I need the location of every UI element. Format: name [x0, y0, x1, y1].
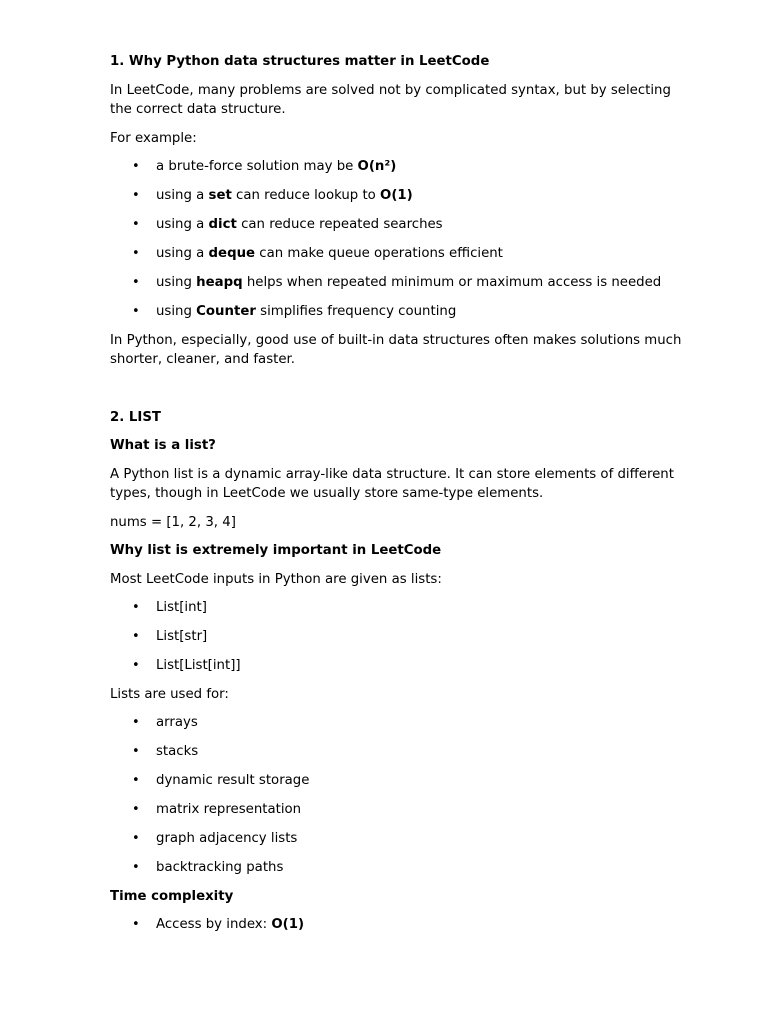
bullet-text: can reduce lookup to — [231, 188, 381, 203]
bullet-text: backtracking paths — [156, 860, 284, 875]
bullet-text: using — [156, 304, 197, 319]
list-item — [110, 186, 690, 206]
uses-list — [110, 713, 690, 878]
bullet-text: simplifies frequency counting — [255, 304, 457, 319]
bullet-icon: • — [132, 860, 140, 875]
bullet-icon: • — [132, 773, 140, 788]
bullet-text: List[List[int]] — [156, 658, 241, 673]
bullet-text: stacks — [156, 744, 199, 759]
bullet-bold-text: dict — [208, 217, 237, 232]
bullet-text: matrix representation — [156, 802, 302, 817]
what-is-list-text: A Python list is a dynamic array-like data structure. It can store elements of different types, though in LeetCode we usually store same-type elements. — [110, 466, 674, 501]
list-item — [110, 244, 690, 264]
bullet-text: using — [156, 275, 197, 290]
bullet-bold-text: O(1) — [380, 188, 413, 203]
list-item — [110, 713, 690, 733]
bullet-text: arrays — [156, 715, 198, 730]
bullet-icon: • — [132, 159, 140, 174]
bullet-bold-text: O(n²) — [357, 159, 397, 174]
bullet-icon: • — [132, 246, 140, 261]
input-types-list — [110, 598, 690, 676]
bullet-text: helps when repeated minimum or maximum access is needed — [242, 275, 662, 290]
bullet-bold-text: O(1) — [271, 917, 305, 932]
bullet-icon: • — [132, 275, 140, 290]
example-label: For example: — [110, 130, 197, 146]
bullet-icon: • — [132, 629, 140, 644]
section2-heading: 2. LIST — [110, 409, 161, 425]
list-item — [110, 157, 690, 177]
why-list-text: Most LeetCode inputs in Python are given as lists: — [110, 571, 442, 587]
bullet-icon: • — [132, 658, 140, 673]
bullet-text: can make queue operations efficient — [255, 246, 503, 261]
bullet-text: using a — [156, 217, 209, 232]
complexity-list — [110, 915, 690, 935]
time-complexity-heading: Time complexity — [110, 888, 234, 904]
bullet-text: using a — [156, 246, 209, 261]
bullet-icon: • — [132, 831, 140, 846]
bullet-bold-text: Counter — [196, 304, 256, 319]
list-item — [110, 656, 690, 676]
list-item — [110, 915, 690, 935]
bullet-icon: • — [132, 715, 140, 730]
list-item — [110, 627, 690, 647]
bullet-text: can reduce repeated searches — [236, 217, 443, 232]
bullet-icon: • — [132, 917, 140, 932]
list-item — [110, 598, 690, 618]
examples-list — [110, 157, 690, 322]
bullet-text: dynamic result storage — [156, 773, 310, 788]
bullet-bold-text: deque — [208, 246, 256, 261]
bullet-icon: • — [132, 600, 140, 615]
section1-intro: In LeetCode, many problems are solved not by complicated syntax, but by selecting the correct data structure. — [110, 82, 671, 117]
bullet-icon: • — [132, 304, 140, 319]
bullet-text: graph adjacency lists — [156, 831, 298, 846]
bullet-icon: • — [132, 188, 140, 203]
list-item — [110, 302, 690, 322]
list-item — [110, 742, 690, 762]
section1-heading: 1. Why Python data structures matter in LeetCode — [110, 54, 490, 69]
list-item — [110, 215, 690, 235]
bullet-icon: • — [132, 217, 140, 232]
what-is-list-heading: What is a list? — [110, 438, 216, 453]
bullet-text: List[str] — [156, 629, 208, 644]
section1-closing: In Python, especially, good use of built-in data structures often makes solutions much shorter, cleaner, and faster. — [110, 332, 682, 367]
bullet-text: a brute-force solution may be — [156, 159, 358, 174]
bullet-text: using a — [156, 188, 209, 203]
bullet-text: Access by index: — [156, 917, 272, 932]
code-line: nums = [1, 2, 3, 4] — [110, 514, 236, 530]
list-item — [110, 800, 690, 820]
bullet-icon: • — [132, 744, 140, 759]
list-item — [110, 829, 690, 849]
bullet-text: List[int] — [156, 600, 207, 615]
why-list-heading: Why list is extremely important in LeetCode — [110, 543, 442, 558]
bullet-bold-text: heapq — [196, 275, 243, 290]
section-spacer — [110, 379, 690, 408]
list-item — [110, 771, 690, 791]
bullet-bold-text: set — [208, 188, 232, 203]
used-for-label: Lists are used for: — [110, 686, 229, 702]
list-item — [110, 273, 690, 293]
document-page — [110, 52, 690, 944]
bullet-icon: • — [132, 802, 140, 817]
list-item — [110, 858, 690, 878]
